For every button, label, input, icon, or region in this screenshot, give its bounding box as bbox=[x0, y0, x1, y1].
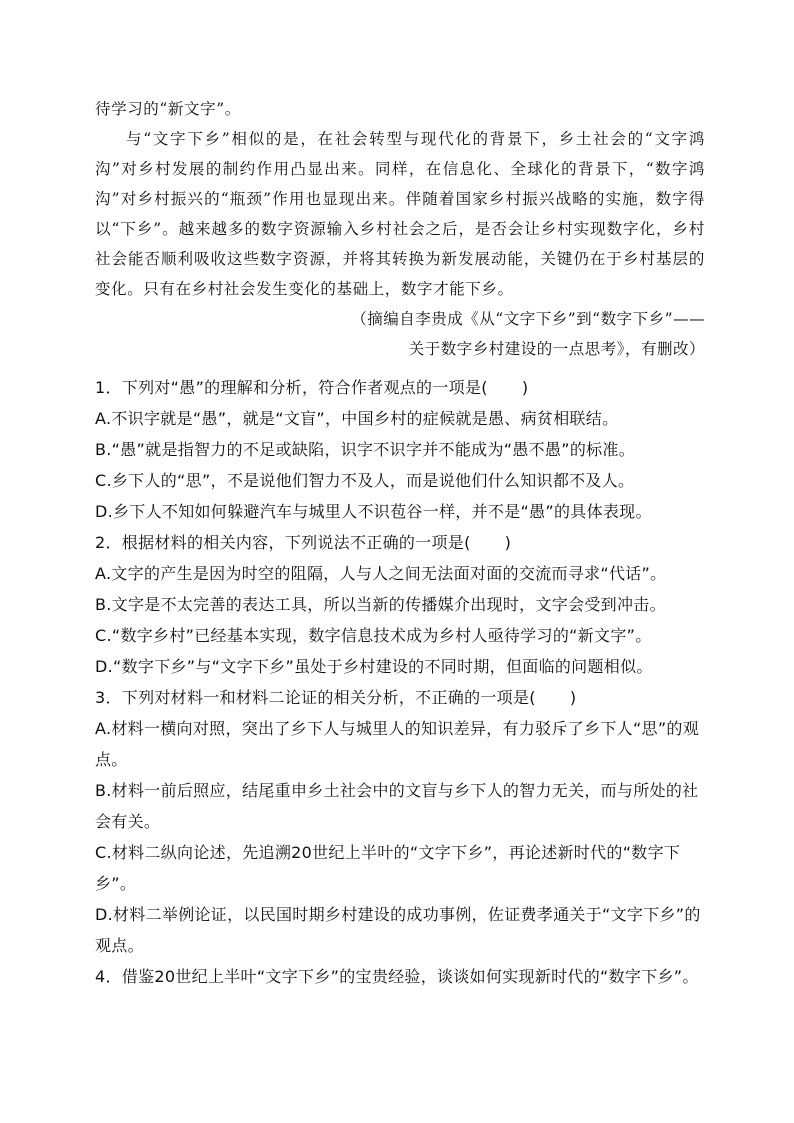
option-c: C.乡下人的“思”，不是说他们智力不及人，而是说他们什么知识都不及人。 bbox=[95, 471, 635, 490]
option-d: D.材料二举例论证，以民国时期乡村建设的成功事例，佐证费孝通关于“文字下乡”的观点。 bbox=[95, 905, 701, 955]
reading-passage bbox=[95, 94, 705, 364]
question-stem bbox=[95, 527, 705, 558]
question-stem-text: 3．下列对材料一和材料二论证的相关分析，不正确的一项是( bbox=[95, 688, 536, 707]
question-stem-tail: ) bbox=[521, 378, 529, 397]
option-b: B.文字是不太完善的表达工具，所以当新的传播媒介出现时，文字会受到冲击。 bbox=[95, 595, 666, 614]
passage-paragraph-2: 与“文字下乡”相似的是，在社会转型与现代化的背景下，乡土社会的“文字鸿沟”对乡村发展的制约作用凸显出来。同样，在信息化、全球化的背景下，“数字鸿沟”对乡村振兴的“瓶颈”作用也显现出来。伴随着国家乡村振兴战略的实施，数字得以“下乡”。越来越多的数字资源输入乡村社会之后，是否会让乡村实现数字化，乡村社会能否顺利吸收这些数字资源，并将其转换为新发展动能，关键仍在于乡村基层的变化。只有在乡村社会发生变化的基础上，数字才能下乡。 bbox=[95, 130, 705, 298]
question-stem-text: 2．根据材料的相关内容，下列说法不正确的一项是( bbox=[95, 533, 471, 552]
question-4 bbox=[95, 961, 705, 992]
question-stem bbox=[95, 682, 705, 713]
option-a: A.不识字就是“愚”，就是“文盲”，中国乡村的症候就是愚、病贫相联结。 bbox=[95, 409, 619, 428]
option-d: D.乡下人不知如何躲避汽车与城里人不识苞谷一样，并不是“愚”的具体表现。 bbox=[95, 502, 652, 521]
question-stem-tail: ) bbox=[504, 533, 512, 552]
question-stem-tail: ) bbox=[569, 688, 577, 707]
question-1 bbox=[95, 372, 705, 527]
question-stem: 4．借鉴20世纪上半叶“文字下乡”的宝贵经验，谈谈如何实现新时代的“数字下乡”。 bbox=[95, 967, 699, 986]
question-stem-text: 1．下列对“愚”的理解和分析，符合作者观点的一项是( bbox=[95, 378, 488, 397]
citation-line-1: （摘编自李贵成《从“文字下乡”到“数字下乡”—— bbox=[351, 310, 705, 328]
option-b: B.材料一前后照应，结尾重申乡土社会中的文盲与乡下人的智力无关，而与所处的社会有关。 bbox=[95, 781, 699, 831]
option-a: A.材料一横向对照，突出了乡下人与城里人的知识差异，有力驳斥了乡下人“思”的观点。 bbox=[95, 719, 700, 769]
citation-line-2: 关于数字乡村建设的一点思考》，有删改） bbox=[408, 340, 705, 358]
option-d: D.“数字下乡”与“文字下乡”虽处于乡村建设的不同时期，但面临的问题相似。 bbox=[95, 657, 653, 676]
option-c: C.材料二纵向论述，先追溯20世纪上半叶的“文字下乡”，再论述新时代的“数字下乡”。 bbox=[95, 843, 681, 893]
option-b: B.“愚”就是指智力的不足或缺陷，识字不识字并不能成为“愚不愚”的标准。 bbox=[95, 440, 636, 459]
question-2 bbox=[95, 527, 705, 682]
question-list bbox=[95, 372, 705, 992]
option-c: C.“数字乡村”已经基本实现，数字信息技术成为乡村人亟待学习的“新文字”。 bbox=[95, 626, 652, 645]
option-a: A.文字的产生是因为时空的阻隔，人与人之间无法面对面的交流而寻求“代话”。 bbox=[95, 564, 667, 583]
question-stem bbox=[95, 372, 705, 403]
passage-paragraph-1: 待学习的“新文字”。 bbox=[95, 100, 241, 118]
question-3 bbox=[95, 682, 705, 961]
